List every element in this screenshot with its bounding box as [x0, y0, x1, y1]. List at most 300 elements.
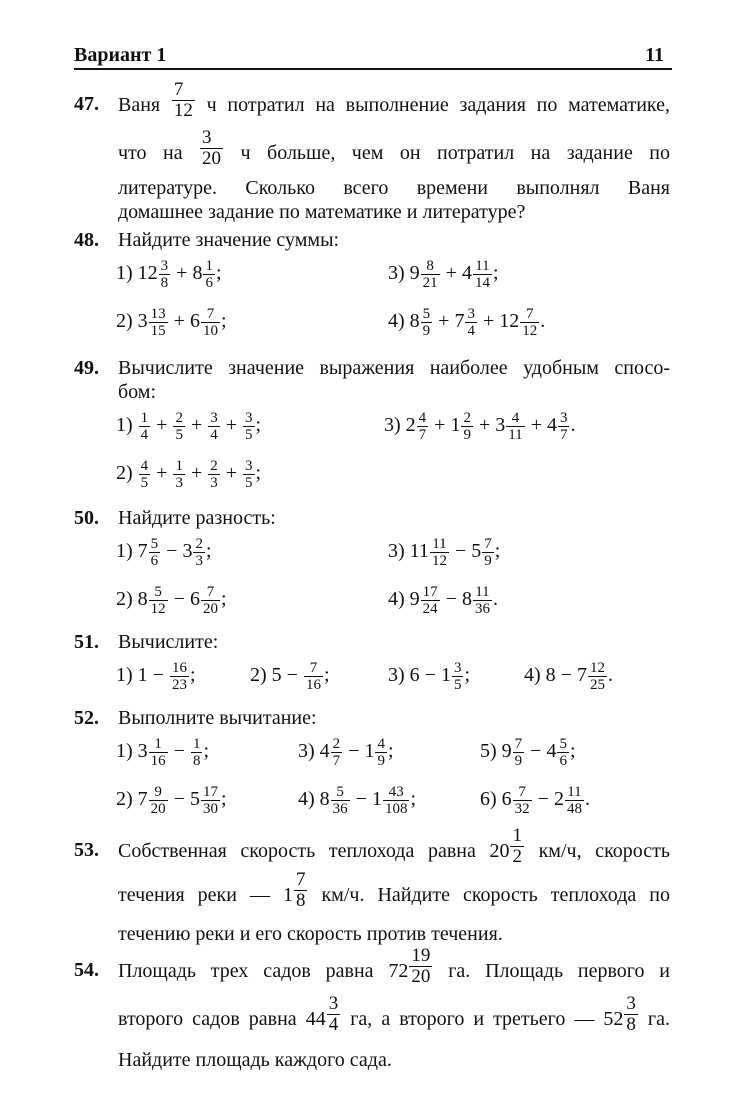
operator: +	[185, 414, 208, 437]
operator: −	[168, 788, 190, 811]
problem-49-line-1: Вычислите значение выражения наиболее удобным спосо-	[118, 357, 670, 379]
problem-53-line-1	[118, 825, 671, 867]
whole-part: 8	[409, 310, 420, 333]
punctuation: .	[584, 788, 590, 811]
denominator: 3	[175, 475, 183, 491]
denominator: 5	[140, 475, 149, 491]
problem-number: 47.	[74, 93, 99, 115]
item-index: 4)	[388, 310, 410, 333]
operator: +	[433, 310, 455, 333]
fraction	[201, 584, 220, 617]
problem-47-line-4: домашнее задание по математике и литературе?	[118, 201, 526, 223]
operator: −	[343, 740, 365, 763]
numerator: 17	[202, 784, 218, 800]
text-fragment: га. Площадь первого и	[448, 960, 670, 983]
punctuation: ;	[220, 310, 227, 333]
problem-52-prompt: Выполните вычитание:	[118, 707, 317, 729]
whole-part: 7	[576, 664, 587, 687]
denominator: 5	[245, 475, 253, 491]
operator: +	[220, 462, 243, 485]
operator: −	[449, 540, 472, 563]
numerator: 16	[171, 660, 187, 676]
whole-part: 5	[471, 540, 482, 563]
denominator: 30	[202, 801, 218, 817]
whole-part: 1	[371, 788, 382, 811]
whole-part: 1	[450, 414, 461, 437]
operator: +	[185, 462, 208, 485]
fraction	[473, 258, 492, 291]
fraction	[201, 784, 220, 817]
item-index: 4)	[298, 788, 320, 811]
numerator: 8	[421, 258, 440, 275]
denominator: 9	[463, 427, 471, 443]
fraction	[421, 584, 440, 617]
header-rule	[74, 68, 672, 70]
item-index: 6)	[480, 788, 502, 811]
operator: +	[440, 262, 462, 285]
numerator: 3	[245, 410, 253, 426]
denominator: 5	[175, 427, 183, 443]
exercise-52-2	[116, 784, 227, 817]
denominator: 108	[384, 801, 408, 817]
fraction	[139, 458, 151, 491]
whole-part: 3	[182, 540, 193, 563]
denominator: 9	[422, 323, 431, 339]
numerator: 2	[210, 458, 218, 474]
problem-47-line-3: литературе. Сколько всего времени выполнял Ваня	[118, 177, 670, 199]
problem-51-prompt: Вычислите:	[118, 631, 219, 653]
punctuation: ;	[189, 664, 196, 687]
fraction	[170, 660, 189, 693]
item-index: 3)	[388, 664, 410, 687]
fraction	[421, 258, 440, 291]
problem-54-line-2	[118, 993, 671, 1035]
numerator: 13	[150, 306, 166, 322]
punctuation: ;	[569, 740, 576, 763]
whole-part: 6	[501, 788, 512, 811]
item-index: 1)	[116, 262, 138, 285]
denominator: 6	[205, 275, 213, 291]
whole-part: 3	[495, 414, 506, 437]
fraction	[383, 784, 410, 817]
problem-54-line-3: Найдите площадь каждого сада.	[118, 1049, 392, 1071]
item-index: 3)	[388, 540, 410, 563]
numerator: 3	[160, 258, 169, 274]
punctuation: .	[570, 414, 576, 437]
fraction	[506, 410, 524, 443]
fraction	[513, 784, 532, 817]
whole-part: 4	[546, 414, 557, 437]
numerator: 7	[520, 306, 539, 323]
problem-number: 53.	[74, 839, 99, 861]
text-fragment: ч потратил на выполнение задания по математике,	[206, 94, 671, 117]
numerator: 4	[506, 410, 524, 427]
whole-part: 3	[137, 310, 148, 333]
text-fragment: что на	[118, 142, 183, 165]
item-index: 4)	[524, 664, 546, 687]
denominator: 3	[210, 475, 218, 491]
whole-part: 4	[546, 740, 557, 763]
punctuation: .	[607, 664, 613, 687]
whole-part: 9	[409, 262, 420, 285]
page-number: 11	[645, 44, 664, 66]
item-index: 1)	[116, 414, 138, 437]
denominator: 16	[150, 753, 166, 769]
operator: +	[151, 462, 173, 485]
numerator: 3	[467, 306, 475, 322]
mixed-number: 1 $\frac{7}{8}$	[282, 869, 306, 911]
denominator: 11	[508, 427, 523, 443]
numerator: 11	[473, 258, 492, 275]
numerator: 3	[559, 410, 568, 426]
whole-part: 5	[189, 788, 200, 811]
operator: +	[429, 414, 451, 437]
denominator: 3	[195, 553, 203, 569]
fraction	[304, 660, 323, 693]
fraction	[461, 410, 473, 443]
punctuation: ;	[323, 664, 330, 687]
mixed-number: 44 $\frac{3}{4}$	[305, 993, 339, 1035]
whole-part: 4	[319, 740, 330, 763]
variant-label: Вариант 1	[74, 44, 167, 66]
item-index: 1)	[116, 664, 138, 687]
operator: −	[281, 664, 303, 687]
operator: −	[555, 664, 577, 687]
whole-part: 8	[137, 588, 148, 611]
item-index: 3)	[388, 262, 410, 285]
punctuation: ;	[410, 788, 417, 811]
denominator: 8	[160, 275, 169, 291]
denominator: 12	[150, 601, 166, 617]
denominator: 4	[140, 427, 149, 443]
denominator: 7	[559, 427, 568, 443]
exercise-49-1	[116, 410, 261, 443]
denominator: 24	[422, 601, 438, 617]
item-index: 1)	[116, 740, 138, 763]
fraction	[159, 258, 171, 291]
punctuation: ;	[215, 262, 222, 285]
punctuation: ;	[203, 740, 210, 763]
whole-part: 12	[499, 310, 520, 333]
denominator: 15	[150, 323, 166, 339]
problem-number: 48.	[74, 229, 99, 251]
fraction	[208, 410, 220, 443]
fraction	[149, 736, 168, 769]
numerator: 12	[589, 660, 605, 676]
page-header	[74, 42, 672, 68]
operator: −	[532, 788, 554, 811]
denominator: 8	[192, 753, 201, 769]
problem-number: 54.	[74, 959, 99, 981]
denominator: 20	[202, 601, 218, 617]
punctuation: .	[492, 588, 498, 611]
text-fragment: км/ч. Найдите скорость теплохода по	[321, 884, 670, 907]
numerator: 11	[430, 536, 449, 553]
text-fragment: ч больше, чем он потратил на задание по	[240, 142, 671, 165]
fraction	[558, 410, 570, 443]
denominator: 25	[589, 677, 605, 693]
exercise-49-3	[384, 410, 575, 443]
operator: +	[473, 414, 496, 437]
numerator: 7	[514, 736, 523, 752]
numerator: 1	[175, 458, 183, 474]
whole-part: 12	[137, 262, 158, 285]
problem-number: 51.	[74, 631, 99, 653]
item-index: 2)	[116, 462, 138, 485]
fraction	[149, 584, 168, 617]
denominator: 6	[150, 553, 159, 569]
numerator: 2	[175, 410, 183, 426]
problem-number: 50.	[74, 507, 99, 529]
fraction	[139, 410, 151, 443]
numerator: 4	[377, 736, 385, 752]
fraction	[191, 736, 203, 769]
fraction	[520, 306, 539, 339]
numerator: 7	[513, 784, 532, 801]
item-index: 5)	[480, 740, 502, 763]
text-fragment: Ваня	[118, 94, 161, 117]
punctuation: ;	[255, 414, 262, 437]
denominator: 36	[474, 601, 490, 617]
fraction	[193, 536, 205, 569]
whole-part: 8	[461, 588, 472, 611]
fraction	[243, 458, 255, 491]
denominator: 5	[453, 677, 462, 693]
whole-part: 9	[501, 740, 512, 763]
numerator: 9	[149, 784, 168, 801]
operator: −	[525, 740, 547, 763]
fraction	[482, 536, 494, 569]
fraction	[331, 784, 350, 817]
exercise-52-3	[298, 736, 394, 769]
numerator: 17	[422, 584, 438, 600]
item-index: 2)	[250, 664, 272, 687]
exercise-52-1	[116, 736, 209, 769]
denominator: 9	[377, 753, 385, 769]
exercise-48-2	[116, 306, 227, 339]
numerator: 2	[195, 536, 203, 552]
fraction	[430, 536, 449, 569]
item-index: 2)	[116, 788, 138, 811]
exercise-51-1	[116, 660, 196, 693]
exercise-48-3	[388, 258, 499, 291]
numerator: 1	[192, 736, 201, 752]
denominator: 9	[484, 553, 492, 569]
exercise-50-4	[388, 584, 498, 617]
problem-54-line-1	[118, 945, 670, 987]
fraction	[452, 660, 464, 693]
fraction	[173, 458, 185, 491]
numerator: 3	[245, 458, 253, 474]
numerator: 11	[473, 584, 492, 601]
numerator: 4	[418, 410, 427, 426]
denominator: 6	[559, 753, 567, 769]
punctuation: .	[540, 310, 546, 333]
whole-part: 6	[409, 664, 420, 687]
whole-part: 2	[553, 788, 564, 811]
problem-number: 52.	[74, 707, 99, 729]
text-fragment: Площадь трех садов равна	[118, 960, 374, 983]
whole-part: 8	[545, 664, 556, 687]
whole-part: 1	[364, 740, 375, 763]
numerator: 43	[383, 784, 410, 801]
numerator: 5	[149, 584, 168, 601]
whole-part: 11	[409, 540, 429, 563]
whole-part: 9	[409, 588, 420, 611]
denominator: 20	[150, 801, 166, 817]
text-fragment: Собственная скорость теплохода равна	[118, 840, 476, 863]
text-fragment: га, а второго и третьего —	[350, 1008, 595, 1031]
fraction	[557, 736, 569, 769]
punctuation: ;	[492, 262, 499, 285]
operator: −	[440, 588, 462, 611]
punctuation: ;	[464, 664, 471, 687]
fraction	[203, 258, 215, 291]
exercise-51-3	[388, 660, 470, 693]
operator: +	[220, 414, 243, 437]
operator: +	[171, 262, 193, 285]
exercise-51-4	[524, 660, 613, 693]
denominator: 36	[332, 801, 348, 817]
fraction	[208, 458, 220, 491]
mixed-number: 72 $\frac{19}{20}$	[388, 945, 431, 987]
denominator: 10	[202, 323, 218, 339]
problem-50-prompt: Найдите разность:	[118, 507, 276, 529]
problem-48-prompt: Найдите значение суммы:	[118, 229, 340, 251]
denominator: 5	[245, 427, 253, 443]
operator: −	[168, 588, 190, 611]
operator: −	[350, 788, 372, 811]
numerator: 5	[559, 736, 567, 752]
fraction	[331, 736, 343, 769]
operator: −	[147, 664, 169, 687]
exercise-50-1	[116, 536, 212, 569]
punctuation: ;	[220, 788, 227, 811]
whole-part: 5	[271, 664, 282, 687]
exercise-48-1	[116, 258, 222, 291]
numerator: 3	[210, 410, 218, 426]
numerator: 4	[140, 458, 149, 474]
fraction	[417, 410, 429, 443]
numerator: 7	[484, 536, 492, 552]
fraction: $\frac{3}{20}$	[202, 127, 222, 169]
punctuation: ;	[205, 540, 212, 563]
denominator: 12	[431, 553, 447, 569]
fraction	[173, 410, 185, 443]
fraction	[149, 306, 168, 339]
denominator: 4	[467, 323, 475, 339]
whole-part: 6	[189, 588, 200, 611]
numerator: 2	[332, 736, 341, 752]
numerator: 2	[463, 410, 471, 426]
numerator: 11	[565, 784, 584, 801]
exercise-48-4	[388, 306, 545, 339]
denominator: 23	[171, 677, 187, 693]
denominator: 48	[566, 801, 582, 817]
problem-47-line-1	[118, 79, 671, 121]
item-index: 3)	[384, 414, 406, 437]
text-fragment: км/ч, скорость	[538, 840, 671, 863]
text-fragment: течения реки —	[118, 884, 270, 907]
denominator: 21	[422, 275, 438, 291]
numerator: 5	[331, 784, 350, 801]
item-index: 1)	[116, 540, 138, 563]
operator: −	[419, 664, 441, 687]
numerator: 7	[201, 584, 220, 601]
whole-part: 3	[137, 740, 148, 763]
exercise-52-5	[480, 736, 576, 769]
whole-part: 8	[192, 262, 203, 285]
exercise-51-2	[250, 660, 330, 693]
whole-part: 7	[454, 310, 465, 333]
whole-part: 1	[137, 664, 148, 687]
operator: +	[525, 414, 547, 437]
fraction	[465, 306, 477, 339]
denominator: 7	[332, 753, 341, 769]
problem-53-line-2	[118, 869, 670, 911]
punctuation: ;	[255, 462, 262, 485]
fraction	[149, 536, 161, 569]
fraction	[201, 306, 220, 339]
punctuation: ;	[494, 540, 501, 563]
whole-part: 7	[137, 788, 148, 811]
fraction	[421, 306, 433, 339]
numerator: 5	[422, 306, 431, 322]
denominator: 9	[514, 753, 523, 769]
denominator: 4	[210, 427, 218, 443]
exercise-52-4	[298, 784, 416, 817]
mixed-number: 52 $\frac{3}{8}$	[603, 993, 636, 1035]
mixed-number: 20 $\frac{1}{2}$	[489, 825, 522, 867]
fraction	[565, 784, 584, 817]
exercise-50-2	[116, 584, 227, 617]
denominator: 16	[305, 677, 321, 693]
denominator: 14	[474, 275, 490, 291]
problem-number: 49.	[74, 357, 99, 379]
operator: −	[161, 540, 183, 563]
denominator: 12	[522, 323, 538, 339]
punctuation: ;	[220, 588, 227, 611]
numerator: 7	[304, 660, 323, 677]
operator: +	[151, 414, 173, 437]
numerator: 1	[149, 736, 168, 753]
numerator: 5	[150, 536, 159, 552]
exercise-49-2	[116, 458, 261, 491]
exercise-52-6	[480, 784, 590, 817]
whole-part: 7	[137, 540, 148, 563]
fraction: $\frac{7}{12}$	[173, 79, 193, 121]
denominator: 7	[418, 427, 427, 443]
operator: +	[168, 310, 190, 333]
numerator: 3	[453, 660, 462, 676]
fraction	[243, 410, 255, 443]
item-index: 2)	[116, 588, 138, 611]
whole-part: 1	[440, 664, 451, 687]
whole-part: 4	[461, 262, 472, 285]
exercise-50-3	[388, 536, 500, 569]
item-index: 3)	[298, 740, 320, 763]
denominator: 32	[514, 801, 530, 817]
problem-49-line-2: бом:	[118, 381, 157, 403]
operator: +	[477, 310, 500, 333]
operator: −	[168, 740, 190, 763]
fraction	[375, 736, 387, 769]
fraction	[513, 736, 525, 769]
item-index: 2)	[116, 310, 138, 333]
fraction	[588, 660, 607, 693]
whole-part: 2	[405, 414, 416, 437]
numerator: 7	[201, 306, 220, 323]
